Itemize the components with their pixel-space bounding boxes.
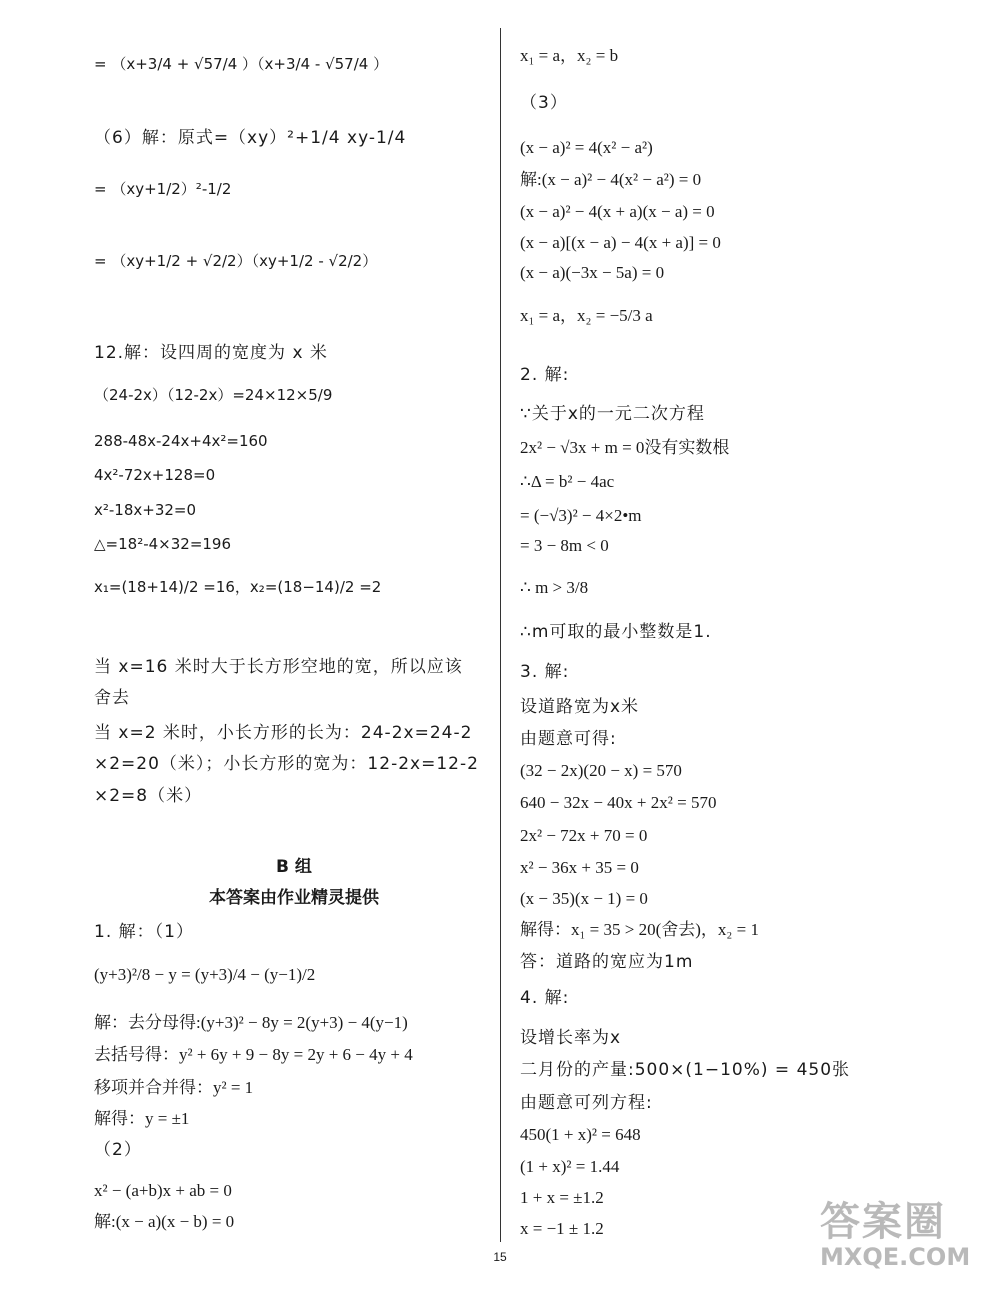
watermark-url: MXQE.COM (820, 1243, 971, 1271)
watermark-logo (820, 1190, 990, 1285)
right-line: 由题意可得: (520, 729, 617, 749)
left-line: 当 x=16 米时大于长方形空地的宽，所以应该 (94, 657, 463, 677)
left-line: △=18²-4×32=196 (94, 535, 232, 553)
right-line: x₁ = a，x₂ = b (520, 46, 619, 65)
right-line: ∴ m > 3/8 (520, 578, 589, 597)
right-line: 2x² − 72x + 70 = 0 (520, 826, 648, 845)
divider-line (500, 28, 501, 1242)
section-subheading: 本答案由作业精灵提供 (209, 888, 379, 908)
right-column (520, 0, 980, 1289)
right-line: ∴m可取的最小整数是1. (520, 622, 712, 642)
left-line: （2） (94, 1140, 142, 1160)
right-line: 二月份的产量:500×(1−10%) = 450张 (520, 1060, 851, 1080)
right-line: 450(1 + x)² = 648 (520, 1125, 641, 1144)
watermark-logo-text: 答案圈 (820, 1199, 946, 1245)
left-line: 去括号得：y² + 6y + 9 − 8y = 2y + 6 − 4y + 4 (94, 1045, 413, 1064)
right-line: 由题意可列方程: (520, 1093, 653, 1113)
right-line: 1 + x = ±1.2 (520, 1188, 604, 1207)
left-line: 4x²-72x+128=0 (94, 466, 216, 484)
right-line: 3. 解: (520, 662, 570, 682)
left-line: 移项并合并得：y² = 1 (94, 1078, 254, 1097)
left-column (94, 0, 494, 1289)
right-line: = (−√3)² − 4×2•m (520, 506, 642, 525)
left-line: = （x+3/4 + √57/4 ）（x+3/4 - √57/4 ） (94, 55, 389, 73)
right-line: 解:(x − a)² − 4(x² − a²) = 0 (520, 170, 702, 189)
left-line: 舍去 (94, 688, 130, 708)
right-line: (32 − 2x)(20 − x) = 570 (520, 761, 682, 780)
left-line: 解：去分母得:(y+3)² − 8y = 2(y+3) − 4(y−1) (94, 1013, 408, 1032)
page-number: 15 (493, 1250, 507, 1264)
left-line: = （xy+1/2 + √2/2）（xy+1/2 - √2/2） (94, 252, 378, 270)
left-line: ×2=20（米）；小长方形的宽为：12-2x=12-2 (94, 754, 479, 774)
right-line: 2. 解: (520, 365, 570, 385)
right-line: 4. 解: (520, 988, 570, 1008)
left-line: 12.解：设四周的宽度为 x 米 (94, 343, 328, 363)
left-line: (y+3)²/8 − y = (y+3)/4 − (y−1)/2 (94, 965, 316, 984)
right-line: (x − a)² = 4(x² − a²) (520, 138, 653, 157)
right-line: 解得：x₁ = 35 > 20(舍去)，x₂ = 1 (520, 920, 759, 939)
left-line: = （xy+1/2）²-1/2 (94, 180, 232, 198)
right-line: ∴Δ = b² − 4ac (520, 472, 615, 491)
right-line: 设增长率为x (520, 1028, 622, 1048)
left-line: （24-2x）（12-2x）=24×12×5/9 (94, 386, 333, 404)
right-line: (1 + x)² = 1.44 (520, 1157, 620, 1176)
right-line: x₁ = a，x₂ = −5/3 a (520, 306, 653, 325)
right-line: （3） (520, 93, 568, 113)
right-line: x² − 36x + 35 = 0 (520, 858, 639, 877)
left-line: 解得：y = ±1 (94, 1109, 190, 1128)
right-line: (x − a)[(x − a) − 4(x + a)] = 0 (520, 233, 721, 252)
left-line: 288-48x-24x+4x²=160 (94, 432, 268, 450)
section-heading: B 组 (276, 857, 312, 877)
left-line: （6）解：原式=（xy）²+1/4 xy-1/4 (94, 128, 407, 148)
right-line: (x − 35)(x − 1) = 0 (520, 889, 648, 908)
right-line: 2x² − √3x + m = 0没有实数根 (520, 438, 730, 457)
right-line: 设道路宽为x米 (520, 697, 640, 717)
left-line: x² − (a+b)x + ab = 0 (94, 1181, 232, 1200)
right-line: = 3 − 8m < 0 (520, 536, 609, 555)
left-line: 1. 解：（1） (94, 922, 194, 942)
right-line: ∵关于x的一元二次方程 (520, 404, 705, 424)
right-line: x = −1 ± 1.2 (520, 1219, 604, 1238)
left-line: x²-18x+32=0 (94, 501, 197, 519)
right-line: (x − a)(−3x − 5a) = 0 (520, 263, 665, 282)
left-line: 当 x=2 米时，小长方形的长为：24-2x=24-2 (94, 723, 473, 743)
left-line: x₁=(18+14)/2 =16，x₂=(18−14)/2 =2 (94, 578, 382, 596)
right-line: 答：道路的宽应为1m (520, 952, 694, 972)
left-line: 解:(x − a)(x − b) = 0 (94, 1212, 235, 1231)
right-line: 640 − 32x − 40x + 2x² = 570 (520, 793, 717, 812)
left-line: ×2=8（米） (94, 786, 203, 806)
right-line: (x − a)² − 4(x + a)(x − a) = 0 (520, 202, 715, 221)
